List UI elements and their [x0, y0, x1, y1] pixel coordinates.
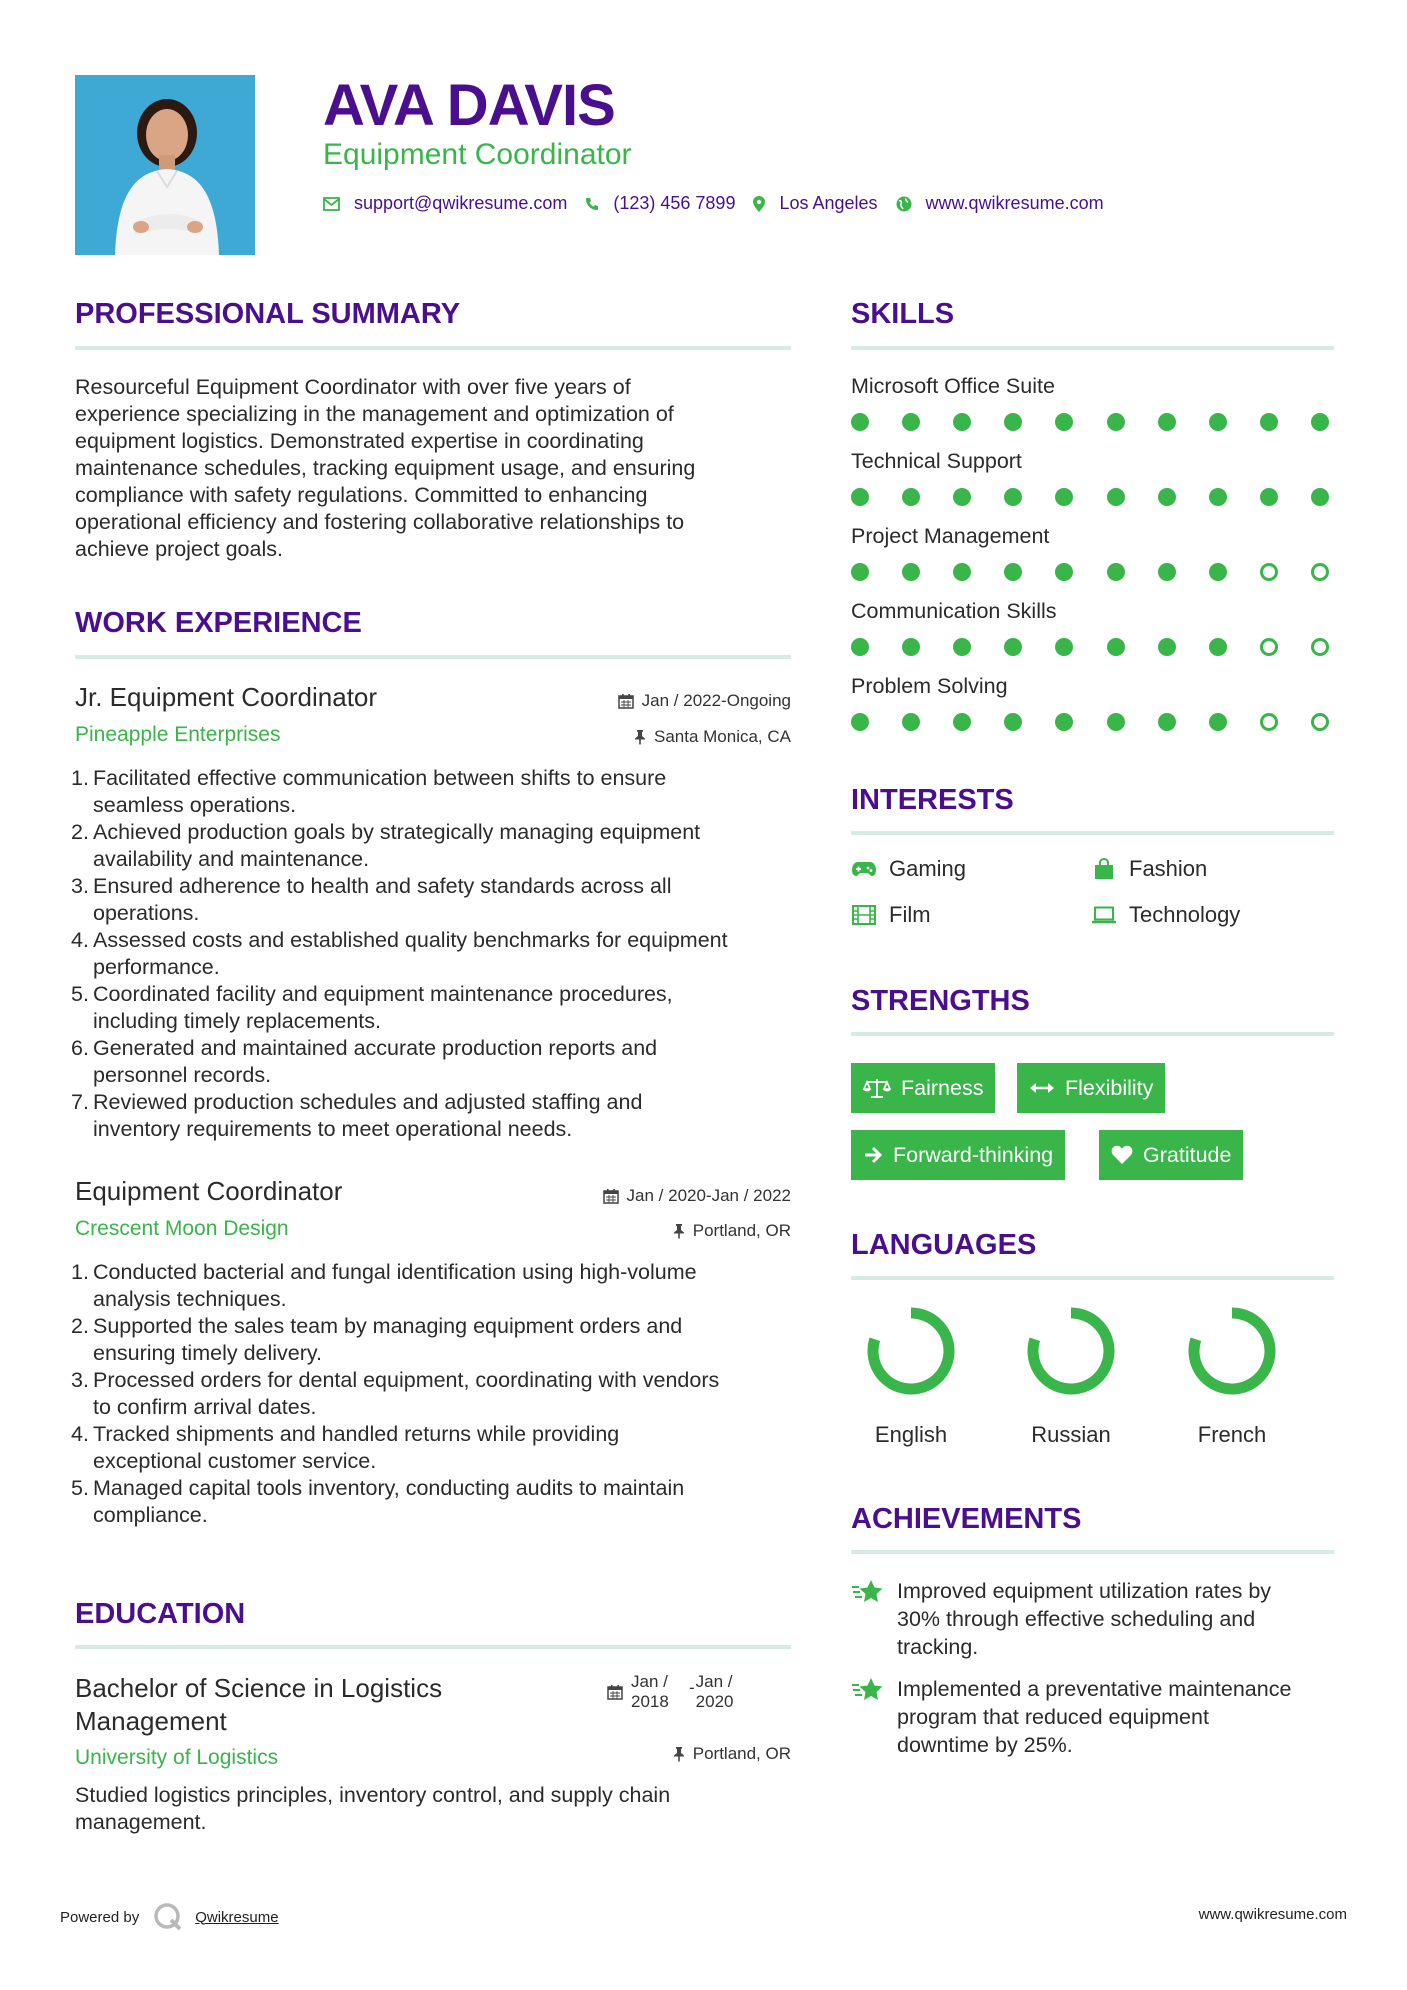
rating-dot-filled	[1055, 713, 1073, 731]
website-text[interactable]: www.qwikresume.com	[925, 193, 1104, 213]
skill-item	[851, 524, 1329, 581]
work-heading: WORK EXPERIENCE	[75, 607, 362, 639]
strength-label: Flexibility	[1065, 1075, 1154, 1100]
star-badge-icon	[851, 1675, 885, 1705]
star-badge-icon	[851, 1577, 885, 1607]
achievement-item	[851, 1577, 1337, 1661]
proficiency-arc	[873, 1313, 949, 1389]
gamepad-icon	[851, 858, 877, 880]
strength-tag-fairness	[851, 1063, 995, 1113]
rating-dot-filled	[1209, 563, 1227, 581]
footer-website[interactable]: www.qwikresume.com	[1198, 1906, 1347, 1923]
education-location	[673, 1744, 791, 1764]
heart-icon	[1111, 1145, 1133, 1165]
contact-bar	[323, 193, 1122, 214]
list-item: 2. Supported the sales team by managing equipment orders and ensuring timely delivery.	[71, 1314, 683, 1365]
rating-dot-filled	[1107, 488, 1125, 506]
pushpin-icon	[673, 1746, 685, 1762]
rating-dot-filled	[953, 563, 971, 581]
film-icon	[851, 904, 877, 926]
job-dates	[618, 691, 791, 711]
rating-dot-filled	[1107, 563, 1125, 581]
achievements-heading: ACHIEVEMENTS	[851, 1503, 1082, 1535]
rating-dot-filled	[1260, 413, 1278, 431]
globe-icon	[896, 196, 912, 212]
language-item	[1152, 1305, 1312, 1448]
rating-dot-filled	[953, 638, 971, 656]
rating-dot-filled	[851, 563, 869, 581]
rating-dot-filled	[1158, 638, 1176, 656]
list-item: 6. Generated and maintained accurate production reports and personnel records.	[71, 1036, 658, 1087]
list-item: 1. Conducted bacterial and fungal identification using high-volume analysis techniques.	[71, 1260, 697, 1311]
education-divider	[75, 1645, 791, 1649]
rating-dot-filled	[1209, 488, 1227, 506]
rating-dot-filled	[902, 713, 920, 731]
rating-dot-filled	[1055, 563, 1073, 581]
strengths-divider	[851, 1032, 1334, 1036]
rating-dot-filled	[851, 488, 869, 506]
rating-dot-empty	[1260, 563, 1278, 581]
summary-heading: PROFESSIONAL SUMMARY	[75, 298, 461, 330]
calendar-icon	[603, 1188, 619, 1204]
footer-powered-by	[60, 1902, 279, 1932]
language-name: English	[874, 1422, 948, 1447]
language-item	[991, 1305, 1151, 1448]
rating-dot-filled	[1209, 713, 1227, 731]
map-marker-icon	[753, 196, 765, 212]
languages-heading: LANGUAGES	[851, 1229, 1037, 1261]
rating-dot-filled	[1209, 413, 1227, 431]
qwikresume-link[interactable]: Qwikresume	[195, 1908, 279, 1926]
list-item: 3. Processed orders for dental equipment, coordinating with vendors to confirm arrival dates.	[71, 1368, 720, 1419]
list-item: 4. Tracked shipments and handled returns while providing exceptional customer service.	[71, 1422, 620, 1473]
proficiency-arc	[1194, 1313, 1270, 1389]
location-text: Los Angeles	[779, 193, 878, 213]
list-item: 4. Assessed costs and established quality benchmarks for equipment performance.	[71, 928, 728, 979]
rating-dot-filled	[902, 638, 920, 656]
rating-dot-empty	[1311, 713, 1329, 731]
summary-line: maintenance schedules, tracking equipment usage, and ensuring	[75, 456, 696, 480]
skill-rating	[851, 413, 1329, 431]
rating-dot-filled	[902, 563, 920, 581]
degree-line: Bachelor of Science in Logistics	[75, 1673, 443, 1703]
rating-dot-empty	[1260, 638, 1278, 656]
skill-rating	[851, 713, 1329, 731]
skill-item	[851, 374, 1329, 431]
rating-dot-filled	[1209, 638, 1227, 656]
summary-line: operational efficiency and fostering collaborative relationships to	[75, 510, 685, 534]
interest-label: Technology	[1129, 902, 1241, 927]
education-heading: EDUCATION	[75, 1598, 246, 1630]
rating-dot-filled	[851, 413, 869, 431]
achievement-text: Implemented a preventative maintenance program that reduced equipment downtime by 25%.	[897, 1677, 1292, 1757]
contact-phone[interactable]	[585, 193, 735, 214]
summary-line: compliance with safety regulations. Committed to enhancing	[75, 483, 648, 507]
job-location	[634, 727, 791, 747]
contact-website[interactable]	[896, 193, 1104, 214]
skill-rating	[851, 488, 1329, 506]
rating-dot-filled	[953, 488, 971, 506]
rating-dot-filled	[1311, 488, 1329, 506]
skill-item	[851, 599, 1329, 656]
skill-item	[851, 674, 1329, 731]
phone-icon	[585, 197, 599, 211]
rating-dot-filled	[1055, 488, 1073, 506]
rating-dot-filled	[1107, 638, 1125, 656]
strength-tag-flexibility	[1017, 1063, 1165, 1113]
list-item: 5. Coordinated facility and equipment maintenance procedures, including timely replacements.	[71, 982, 673, 1033]
job-dates	[603, 1186, 791, 1206]
summary-line: Resourceful Equipment Coordinator with over five years of	[75, 375, 631, 399]
list-item: 3. Ensured adherence to health and safety standards across all operations.	[71, 874, 672, 925]
rating-dot-filled	[1158, 713, 1176, 731]
job-company: Crescent Moon Design	[75, 1217, 289, 1240]
skill-rating	[851, 638, 1329, 656]
job-responsibilities	[71, 765, 795, 1143]
rating-dot-filled	[1158, 413, 1176, 431]
job-dates-text: Jan / 2022-Ongoing	[641, 691, 791, 710]
powered-by-text: Powered by	[60, 1908, 140, 1926]
interest-label: Gaming	[889, 856, 967, 881]
skill-name: Project Management	[851, 524, 1050, 548]
rating-dot-filled	[1004, 713, 1022, 731]
rating-dot-filled	[1107, 713, 1125, 731]
language-proficiency-ring	[991, 1305, 1151, 1405]
rating-dot-empty	[1311, 638, 1329, 656]
interest-label: Film	[889, 902, 931, 927]
interest-technology	[1091, 902, 1240, 928]
languages-divider	[851, 1276, 1334, 1280]
rating-dot-filled	[851, 638, 869, 656]
date-separator: -	[689, 1678, 695, 1697]
job-dates-text: Jan / 2020-Jan / 2022	[626, 1186, 791, 1205]
skill-item	[851, 449, 1329, 506]
qwikresume-logo-icon	[153, 1902, 183, 1932]
interests-divider	[851, 831, 1334, 835]
job-title: Equipment Coordinator	[75, 1176, 343, 1206]
rating-dot-filled	[953, 413, 971, 431]
skill-name: Technical Support	[851, 449, 1022, 473]
work-divider	[75, 655, 791, 659]
interest-gaming	[851, 856, 966, 882]
list-item: 2. Achieved production goals by strategically managing equipment availability and maintenance.	[71, 820, 701, 871]
arrow-right-icon	[863, 1146, 883, 1164]
strength-tag-forward-thinking	[851, 1130, 1065, 1180]
shopping-bag-icon	[1091, 858, 1117, 880]
pushpin-icon	[634, 729, 646, 745]
rating-dot-filled	[1158, 563, 1176, 581]
education-dates	[607, 1672, 748, 1712]
degree-title	[75, 1672, 442, 1738]
list-item: 1. Facilitated effective communication between shifts to ensure seamless operations.	[71, 766, 667, 817]
language-item	[831, 1305, 991, 1448]
proficiency-arc	[1033, 1313, 1109, 1389]
language-proficiency-ring	[1152, 1305, 1312, 1405]
envelope-icon	[323, 197, 340, 211]
skill-name: Microsoft Office Suite	[851, 374, 1055, 398]
strength-tag-gratitude	[1099, 1130, 1243, 1180]
candidate-name: AVA DAVIS	[323, 73, 615, 138]
rating-dot-filled	[1158, 488, 1176, 506]
rating-dot-filled	[1004, 638, 1022, 656]
rating-dot-filled	[1004, 413, 1022, 431]
arrows-horizontal-icon	[1029, 1081, 1055, 1095]
language-name: French	[1197, 1422, 1267, 1447]
strength-label: Gratitude	[1143, 1142, 1232, 1167]
phone-text[interactable]: (123) 456 7899	[613, 193, 736, 213]
summary-line: experience specializing in the management and optimization of	[75, 402, 674, 426]
skill-rating	[851, 563, 1329, 581]
rating-dot-filled	[1004, 488, 1022, 506]
skills-divider	[851, 346, 1334, 350]
education-start: Jan / 2018	[631, 1672, 669, 1711]
language-proficiency-ring	[831, 1305, 991, 1405]
language-name: Russian	[1031, 1422, 1111, 1447]
interest-label: Fashion	[1129, 856, 1208, 881]
calendar-icon	[607, 1684, 623, 1700]
education-end: Jan / 2020	[695, 1672, 734, 1711]
summary-line: achieve project goals.	[75, 537, 283, 561]
rating-dot-filled	[902, 488, 920, 506]
skill-name: Communication Skills	[851, 599, 1057, 623]
contact-email[interactable]	[323, 193, 567, 214]
rating-dot-filled	[1055, 413, 1073, 431]
pushpin-icon	[673, 1223, 685, 1239]
rating-dot-filled	[1311, 413, 1329, 431]
email-text[interactable]: support@qwikresume.com	[354, 193, 568, 213]
rating-dot-filled	[1107, 413, 1125, 431]
rating-dot-filled	[953, 713, 971, 731]
rating-dot-filled	[851, 713, 869, 731]
achievement-text: Improved equipment utilization rates by 30% through effective scheduling and tracking.	[897, 1579, 1272, 1659]
calendar-icon	[618, 693, 634, 709]
education-location-text: Portland, OR	[692, 1744, 791, 1763]
strength-label: Forward-thinking	[893, 1142, 1054, 1167]
rating-dot-empty	[1311, 563, 1329, 581]
profile-photo	[75, 75, 255, 255]
laptop-icon	[1091, 904, 1117, 926]
summary-line: equipment logistics. Demonstrated expertise in coordinating	[75, 429, 644, 453]
rating-dot-filled	[1260, 488, 1278, 506]
rating-dot-filled	[1004, 563, 1022, 581]
degree-line: Management	[75, 1706, 227, 1736]
interests-heading: INTERESTS	[851, 784, 1014, 816]
interest-film	[851, 902, 931, 928]
job-title: Jr. Equipment Coordinator	[75, 682, 378, 712]
list-item: 7. Reviewed production schedules and adjusted staffing and inventory requirements to meet operational needs.	[71, 1090, 643, 1141]
job-location	[673, 1221, 791, 1241]
balance-scale-icon	[863, 1077, 891, 1099]
education-description: Studied logistics principles, inventory control, and supply chain management.	[75, 1783, 671, 1834]
profile-photo-image	[75, 75, 255, 255]
skill-name: Problem Solving	[851, 674, 1008, 698]
rating-dot-empty	[1260, 713, 1278, 731]
achievements-divider	[851, 1550, 1334, 1554]
rating-dot-filled	[902, 413, 920, 431]
job-company: Pineapple Enterprises	[75, 723, 281, 746]
interest-fashion	[1091, 856, 1207, 882]
summary-text	[75, 374, 791, 563]
strength-label: Fairness	[901, 1075, 984, 1100]
achievement-item	[851, 1675, 1337, 1759]
summary-divider	[75, 346, 791, 350]
strengths-heading: STRENGTHS	[851, 985, 1030, 1017]
candidate-title: Equipment Coordinator	[323, 138, 632, 171]
job-responsibilities	[71, 1259, 795, 1529]
job-location-text: Santa Monica, CA	[653, 727, 791, 746]
rating-dot-filled	[1055, 638, 1073, 656]
skills-heading: SKILLS	[851, 298, 955, 330]
list-item: 5. Managed capital tools inventory, conducting audits to maintain compliance.	[71, 1476, 685, 1527]
contact-location	[753, 193, 877, 214]
school-name: University of Logistics	[75, 1746, 279, 1769]
job-location-text: Portland, OR	[692, 1221, 791, 1240]
